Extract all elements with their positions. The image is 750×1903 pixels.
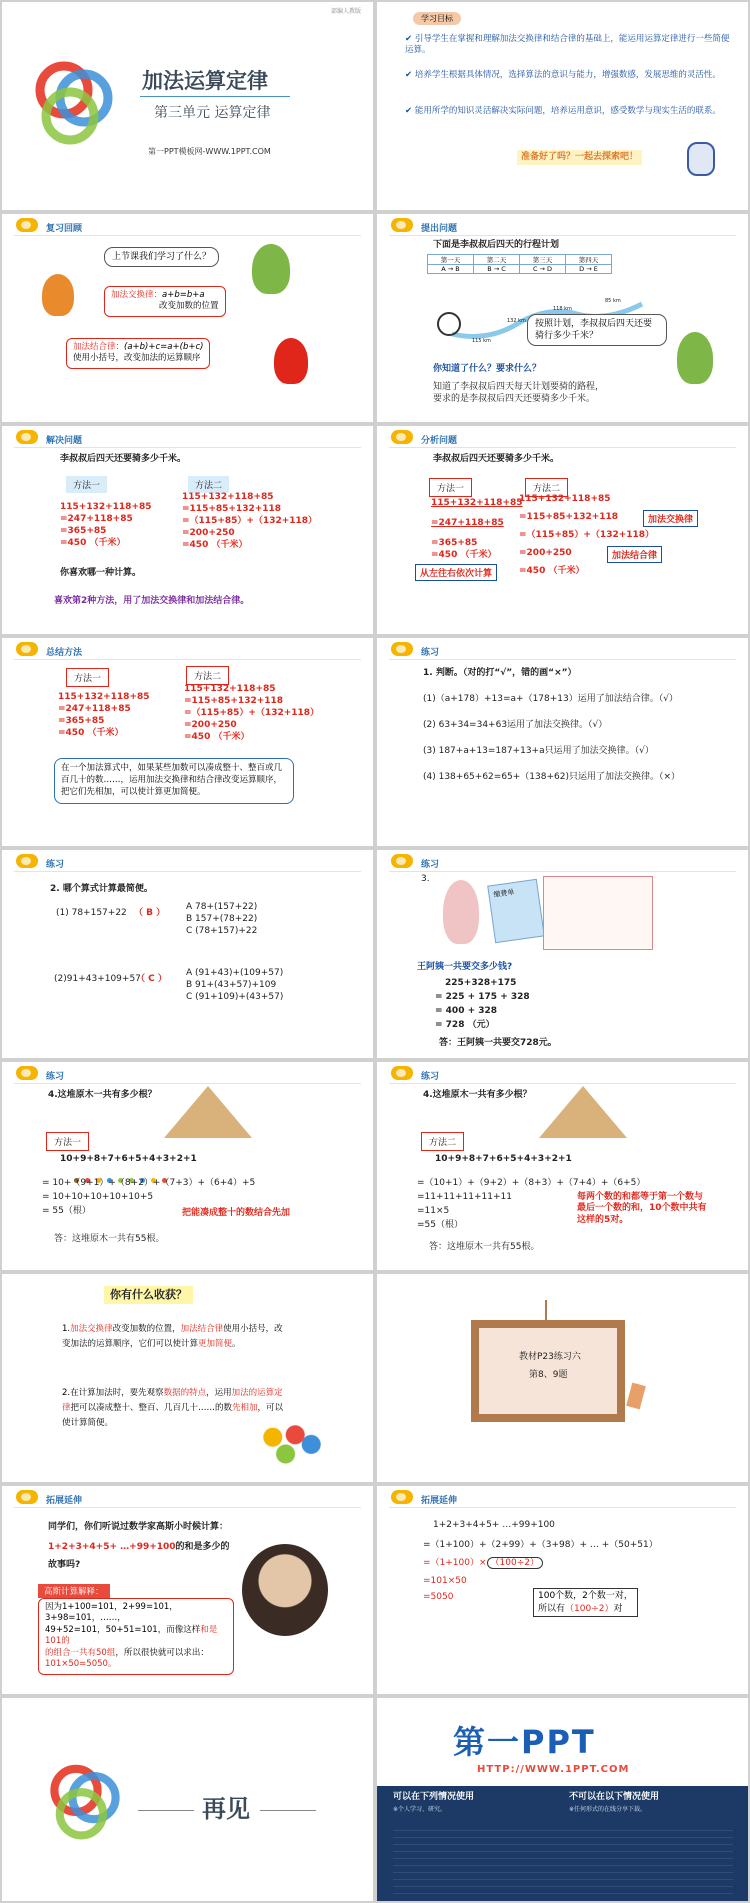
commutative-box: 加法交换律：a+b=b+a 改变加数的位置: [104, 286, 226, 317]
section-icon: [16, 218, 38, 232]
method2-line: =115+85+132+118: [184, 696, 284, 706]
judge-title: 1. 判断。（对的打“√”，错的画“×”）: [423, 668, 577, 678]
brand-badge: 部编人教版: [330, 8, 361, 15]
pair-explain-box: 100个数，2个数一对， 所以有（100÷2）对: [533, 1588, 638, 1617]
ppt-logo: 第一PPT: [453, 1723, 596, 1761]
calc-line: =11+11+11+11+11: [417, 1192, 512, 1202]
section-icon: [16, 1490, 38, 1504]
slide-title-text: 加法运算定律: [142, 69, 268, 93]
method1-line: 115+132+118+85: [431, 498, 523, 508]
answer-line: 知道了李叔叔后四天每天计划要骑的路程，: [433, 382, 605, 392]
prefer-note: 喜欢第2种方法，用了加法交换律和加法结合律。: [54, 596, 250, 606]
section-header: 拓展延伸: [421, 1496, 458, 1506]
method2-line: 115+132+118+85: [184, 684, 276, 694]
cta-text: 准备好了吗？一起去探索吧！: [517, 150, 642, 165]
distance-d3: 118 km: [553, 306, 572, 312]
judge-item: (2) 63+34=34+63运用了加法交换律。（√）: [423, 720, 608, 730]
goal-item: ✔ 引导学生在掌握和理解加法交换律和结合律的基础上，能运用运算定律进行一些简便运算。: [405, 34, 730, 55]
method2-line: =（115+85）+（132+118）: [519, 530, 655, 540]
method2-line: =115+85+132+118: [182, 504, 282, 514]
method2-tag: 方法二: [188, 476, 229, 493]
summary-box: 在一个加法算式中，如果某些加数可以凑成整十、整百或几百几十的数……，运用加法交换律和结合律改变运算顺序，把它们先相加，可以使计算更加简便。: [54, 758, 294, 804]
slide-goodbye: [2, 1698, 373, 1901]
method1-tag: 方法一: [66, 476, 107, 493]
section-icon: [16, 430, 38, 444]
hanging-string: [545, 1300, 547, 1322]
gauss-portrait: [242, 1544, 328, 1636]
prefer-question: 你喜欢哪一种计算。: [60, 568, 142, 578]
slide-logs-1: [2, 1062, 373, 1270]
logs-answer: 答：这堆原木一共有55根。: [54, 1234, 165, 1244]
bill-answer: 答：王阿姨一共要交728元。: [439, 1038, 557, 1048]
know-question: 你知道了什么？要求什么？: [433, 364, 542, 374]
q2-option: A (91+43)+(109+57): [186, 968, 284, 978]
slide-problem: [377, 214, 748, 422]
usage-panel: [377, 1786, 748, 1901]
method2-line: =450 （千米）: [184, 732, 250, 742]
order-box: 从左往右依次计算: [415, 564, 497, 581]
method2-line: =200+250: [184, 720, 237, 730]
slide-summary: [2, 638, 373, 846]
method2-line: =450 （千米）: [182, 540, 248, 550]
logs-answer: 答：这堆原木一共有55根。: [429, 1242, 540, 1252]
slide-subtitle: 第三单元 运算定律: [154, 105, 271, 121]
sum-sequence: 10+9+8+7+6+5+4+3+2+1: [60, 1154, 197, 1164]
method-note: 每两个数的和都等于第一个数与最后一个数的和，10个数中共有这样的5对。: [577, 1192, 707, 1225]
calc-line: =（1+100）× （100÷2）: [423, 1558, 543, 1569]
tag-card: [626, 1383, 646, 1410]
calc-line: =5050: [423, 1592, 454, 1602]
distance-d2: 132 km: [507, 318, 526, 324]
calc-line: = 225 + 175 + 328: [435, 992, 530, 1002]
calc-line: =55（根）: [417, 1220, 463, 1230]
bill-question: 王阿姨一共要交多少钱?: [417, 962, 513, 972]
calc-line: = 728 （元）: [435, 1020, 495, 1030]
q1-text: (1) 78+157+22: [56, 908, 127, 918]
goal-item: ✔ 能用所学的知识灵活解决实际问题，培养运用意识，感受数学与现实生活的联系。: [405, 106, 721, 116]
explain-box: 因为1+100=101，2+99=101，3+98=101，……， 49+52=101，50+51=101，而像这样和是101的 的组合一共有50组，所以很快就可以求出： 101×50=5050。: [38, 1598, 234, 1675]
method-note: 把能凑成整十的数结合先加: [182, 1208, 291, 1218]
commutative-label: 加法交换律: [643, 510, 698, 527]
slide-choose: [2, 850, 373, 1058]
slide-solve: [2, 426, 373, 634]
problem-text: 李叔叔后四天还要骑多少千米。: [433, 454, 560, 464]
calc-line: =（10+1）+（9+2）+（8+3）+（7+4）+（6+5）: [417, 1178, 646, 1188]
ppt-url: HTTP://WWW.1PPT.COM: [477, 1764, 630, 1775]
explain-tag: 高斯计算解释：: [38, 1584, 110, 1598]
method1-line: =247+118+85: [431, 518, 504, 528]
calc-line: = 400 + 328: [435, 1006, 498, 1016]
rings-logo: [24, 54, 124, 154]
q1-answer: （ B ）: [134, 908, 166, 918]
calc-line: = 10+（9+1）+（8+2）+（7+3）+（6+4）+5: [42, 1178, 256, 1188]
method1-line: =450 （千米）: [431, 550, 497, 560]
calc-line: 225+328+175: [445, 978, 517, 988]
slide-goals: [377, 2, 748, 210]
section-header: 练习: [421, 1072, 440, 1082]
q1-option: A 78+(157+22): [186, 902, 258, 912]
problem-text: 李叔叔后四天还要骑多少千米。: [60, 454, 187, 464]
slide-gauss-calc: [377, 1486, 748, 1694]
slide-homework: [377, 1274, 748, 1482]
method2-line: =200+250: [519, 548, 572, 558]
q2-answer: （ C ）: [136, 974, 167, 984]
section-header: 分析问题: [421, 436, 458, 446]
log-pile: [164, 1086, 252, 1138]
answer-line: 要求的是李叔叔后四天还要骑多少千米。: [433, 394, 596, 404]
slide-gauss-story: [2, 1486, 373, 1694]
trip-table: 第一天 第二天 第三天 第四天 A → B B → C C → D D → E: [427, 254, 612, 274]
woman-figure: [443, 880, 479, 944]
slide-logs-2: [377, 1062, 748, 1270]
goal-item: ✔ 培养学生根据具体情况，选择算法的意识与能力，增强数感，发展思维的灵活性。: [405, 70, 721, 80]
slide-harvest: [2, 1274, 373, 1482]
method2-tag: 方法二: [186, 666, 229, 685]
slide-judge: [377, 638, 748, 846]
logs-question: 4.这堆原木一共有多少根？: [48, 1090, 157, 1100]
distance-d4: 85 km: [605, 298, 621, 304]
q2-text: (2)91+43+109+57: [54, 974, 141, 984]
calc-line: 1+2+3+4+5+ …+99+100: [433, 1520, 555, 1530]
q1-option: C (78+157)+22: [186, 926, 258, 936]
section-icon: [391, 218, 413, 232]
section-icon: [16, 1066, 38, 1080]
q2-option: C (91+109)+(43+57): [186, 992, 284, 1002]
method1-line: =247+118+85: [60, 514, 133, 524]
section-icon: [391, 1066, 413, 1080]
cyclist-icon: [437, 312, 461, 336]
method1-tag: 方法一: [429, 478, 472, 497]
kids-illustration: [260, 1418, 324, 1466]
robot-icon: [687, 142, 715, 176]
method1-line: =450 （千米）: [60, 538, 126, 548]
section-header: 复习回顾: [46, 224, 83, 234]
homework-line: 第8、9题: [529, 1370, 568, 1380]
log-pile: [539, 1086, 627, 1138]
teacher-figure: [252, 244, 290, 294]
method1-line: 115+132+118+85: [60, 502, 152, 512]
goals-label: 学习目标: [413, 12, 461, 25]
bill-receipt: [543, 876, 653, 950]
harvest-point-1: 1.加法交换律改变加数的位置，加法结合律使用小括号，改变加法的运算顺序，它们可以使计算更加简便。: [62, 1324, 283, 1349]
method2-line: =200+250: [182, 528, 235, 538]
judge-item: (1)（a+178）+13=a+（178+13）运用了加法结合律。（√）: [423, 694, 678, 704]
judge-item: (4) 138+65+62=65+（138+62)只运用了加法交换律。（×）: [423, 772, 681, 782]
can-use-sub: ※个人学习、研究。: [393, 1806, 447, 1813]
method-tag: 方法二: [421, 1132, 464, 1151]
teacher-figure: [677, 332, 713, 384]
story-text: 1+2+3+4+5+ …+99+100的和是多少的: [48, 1542, 230, 1552]
method1-line: =365+85: [431, 538, 478, 548]
harvest-point-2: 2.在计算加法时，要先观察数据的特点，运用加法的运算定律把可以凑成整十、整百、几百几十……的数先相加，可以使计算简便。: [62, 1388, 284, 1428]
bye-text: 再见: [202, 1795, 250, 1823]
method-tag: 方法一: [46, 1132, 89, 1151]
method1-line: =365+85: [58, 716, 105, 726]
method2-line: =（115+85）+（132+118）: [184, 708, 320, 718]
calc-line: = 10+10+10+10+10+5: [42, 1192, 154, 1202]
method2-line: =450 （千米）: [519, 566, 585, 576]
plan-bubble: 按照计划，李叔叔后四天还要骑行多少千米？: [527, 314, 667, 346]
boy-figure: [42, 274, 74, 316]
method2-tag: 方法二: [525, 478, 568, 497]
bye-line-left: [138, 1810, 194, 1811]
judge-item: (3) 187+a+13=187+13+a只运用了加法交换律。（√）: [423, 746, 654, 756]
method2-line: =（115+85）+（132+118）: [182, 516, 318, 526]
calc-line: =（1+100）+（2+99）+（3+98）+ … +（50+51）: [423, 1540, 658, 1550]
section-icon: [16, 854, 38, 868]
title-underline: [140, 96, 290, 97]
section-header: 练习: [421, 860, 440, 870]
question-bubble: 上节课我们学习了什么？: [104, 247, 219, 267]
homework-line: 教材P23练习六: [519, 1352, 581, 1362]
cannot-use-sub: ※任何形式的在线分享下载。: [569, 1806, 647, 1813]
section-header: 解决问题: [46, 436, 83, 446]
slide-end-banner: [377, 1698, 748, 1901]
associative-label: 加法结合律: [607, 546, 662, 563]
method1-line: 115+132+118+85: [58, 692, 150, 702]
section-icon: [391, 1490, 413, 1504]
section-icon: [391, 430, 413, 444]
logs-question: 4.这堆原木一共有多少根？: [423, 1090, 532, 1100]
story-text: 同学们，你们听说过数学家高斯小时候计算：: [48, 1522, 229, 1532]
distance-d1: 115 km: [472, 338, 491, 344]
cannot-use-title: 不可以在以下情况使用: [569, 1792, 660, 1802]
calc-line: = 55（根）: [42, 1206, 91, 1216]
rings-logo: [40, 1758, 130, 1848]
choose-title: 2. 哪个算式计算最简便。: [50, 884, 153, 894]
method2-line: =115+85+132+118: [519, 512, 619, 522]
method1-line: =247+118+85: [58, 704, 131, 714]
q1-option: B 157+(78+22): [186, 914, 258, 924]
slide-title: [2, 2, 373, 210]
q2-option: B 91+(43+57)+109: [186, 980, 277, 990]
question-number: 3.: [421, 874, 430, 884]
associative-box: 加法结合律：(a+b)+c=a+(b+c) 使用小括号，改变加法的运算顺序: [66, 338, 210, 369]
slide-analyze: [377, 426, 748, 634]
girl-figure: [274, 338, 308, 384]
slide-review: [2, 214, 373, 422]
hanging-board: [471, 1320, 625, 1422]
bill-card: 缴费单: [487, 879, 545, 943]
method1-line: =450 （千米）: [58, 728, 124, 738]
can-use-title: 可以在下列情况使用: [393, 1792, 475, 1802]
slide-bill: [377, 850, 748, 1058]
section-header: 提出问题: [421, 224, 458, 234]
section-icon: [16, 642, 38, 656]
section-header: 总结方法: [46, 648, 83, 658]
sum-sequence: 10+9+8+7+6+5+4+3+2+1: [435, 1154, 572, 1164]
site-text: 第一PPT模板网-WWW.1PPT.COM: [148, 147, 271, 156]
bye-line-right: [260, 1810, 316, 1811]
method1-line: =365+85: [60, 526, 107, 536]
intro-text: 下面是李叔叔后四天的行程计划: [433, 240, 560, 250]
calc-line: =101×50: [423, 1576, 467, 1586]
section-header: 练习: [46, 860, 65, 870]
harvest-title: 你有什么收获？: [104, 1286, 193, 1304]
link-list: [393, 1824, 733, 1894]
method2-line: 115+132+118+85: [182, 492, 274, 502]
section-icon: [391, 854, 413, 868]
method2-line: 115+132+118+85: [519, 494, 611, 504]
section-header: 练习: [421, 648, 440, 658]
story-text: 故事吗?: [48, 1560, 81, 1570]
method1-tag: 方法一: [66, 668, 109, 687]
section-header: 拓展延伸: [46, 1496, 83, 1506]
section-icon: [391, 642, 413, 656]
calc-line: =11×5: [417, 1206, 450, 1216]
section-header: 练习: [46, 1072, 65, 1082]
